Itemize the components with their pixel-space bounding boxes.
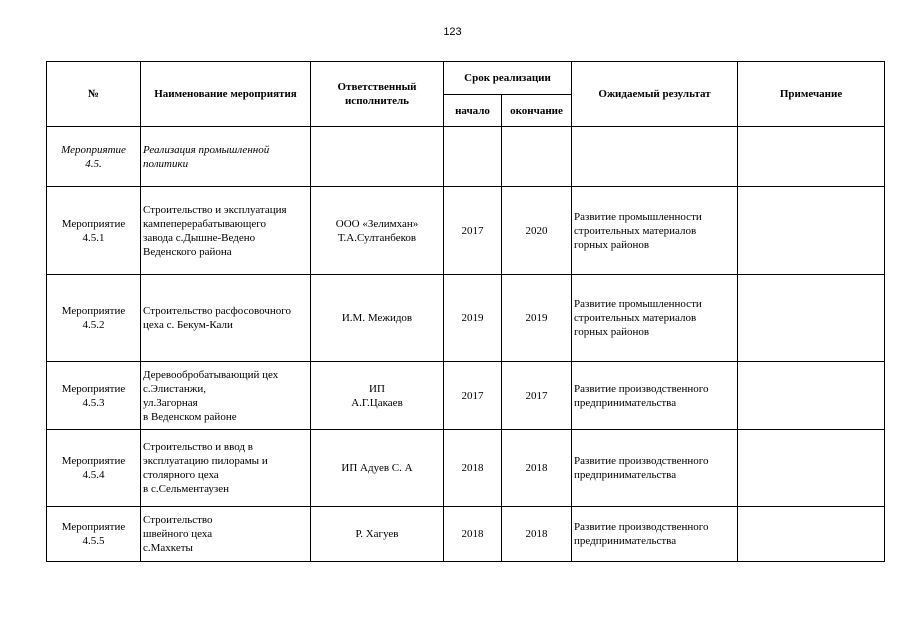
expected-result: Развитие производственного предпринимательства: [572, 507, 738, 562]
section-empty-cell: [444, 127, 502, 187]
table-row: [47, 430, 885, 507]
responsible-executor: ООО «Зелимхан» Т.А.Султанбеков: [311, 187, 444, 275]
table-body: [47, 127, 885, 562]
table-header: [47, 62, 885, 127]
measure-number: Мероприятие 4.5.2: [47, 275, 141, 362]
measure-name: Строительство швейного цеха с.Махкеты: [141, 507, 311, 562]
end-year: 2018: [502, 430, 572, 507]
expected-result: Развитие промышленности строительных материалов горных районов: [572, 187, 738, 275]
section-empty-cell: [502, 127, 572, 187]
measure-name: Строительство и ввод в эксплуатацию пилорамы и столярного цеха в с.Сельментаузен: [141, 430, 311, 507]
note-cell: [738, 430, 885, 507]
expected-result: Развитие промышленности строительных материалов горных районов: [572, 275, 738, 362]
end-year: 2019: [502, 275, 572, 362]
measure-number: Мероприятие 4.5.5: [47, 507, 141, 562]
table-row: [47, 275, 885, 362]
header-responsible: Ответственный исполнитель: [311, 62, 444, 127]
responsible-executor: И.М. Межидов: [311, 275, 444, 362]
note-cell: [738, 362, 885, 430]
start-year: 2018: [444, 507, 502, 562]
responsible-executor: ИП А.Г.Цакаев: [311, 362, 444, 430]
expected-result: Развитие производственного предпринимательства: [572, 430, 738, 507]
start-year: 2017: [444, 187, 502, 275]
measure-number: Мероприятие 4.5.1: [47, 187, 141, 275]
note-cell: [738, 275, 885, 362]
section-num: Мероприятие 4.5.: [47, 127, 141, 187]
end-year: 2017: [502, 362, 572, 430]
measure-name: Деревообробатывающий цех с.Элистанжи, ул.Загорная в Веденском районе: [141, 362, 311, 430]
section-empty-cell: [311, 127, 444, 187]
start-year: 2018: [444, 430, 502, 507]
section-empty-cell: [572, 127, 738, 187]
measure-number: Мероприятие 4.5.3: [47, 362, 141, 430]
section-empty-cell: [738, 127, 885, 187]
header-term: Срок реализации: [444, 62, 572, 95]
measure-name: Строительство расфосовочного цеха с. Бекум-Кали: [141, 275, 311, 362]
header-end: окончание: [502, 95, 572, 127]
header-result: Ожидаемый результат: [572, 62, 738, 127]
measure-number: Мероприятие 4.5.4: [47, 430, 141, 507]
table-row: [47, 507, 885, 562]
end-year: 2018: [502, 507, 572, 562]
end-year: 2020: [502, 187, 572, 275]
responsible-executor: ИП Адуев С. А: [311, 430, 444, 507]
note-cell: [738, 187, 885, 275]
page-number: 123: [443, 26, 462, 38]
header-start: начало: [444, 95, 502, 127]
table-row: [47, 187, 885, 275]
expected-result: Развитие производственного предпринимательства: [572, 362, 738, 430]
section-name: Реализация промышленной политики: [141, 127, 311, 187]
measures-table: [46, 61, 885, 562]
header-num: №: [47, 62, 141, 127]
measure-name: Строительство и эксплуатация кампеперерабатывающего завода с.Дышне-Ведено Веденского района: [141, 187, 311, 275]
note-cell: [738, 507, 885, 562]
section-row: [47, 127, 885, 187]
header-name: Наименование мероприятия: [141, 62, 311, 127]
start-year: 2019: [444, 275, 502, 362]
responsible-executor: Р. Хагуев: [311, 507, 444, 562]
table-row: [47, 362, 885, 430]
header-note: Примечание: [738, 62, 885, 127]
start-year: 2017: [444, 362, 502, 430]
